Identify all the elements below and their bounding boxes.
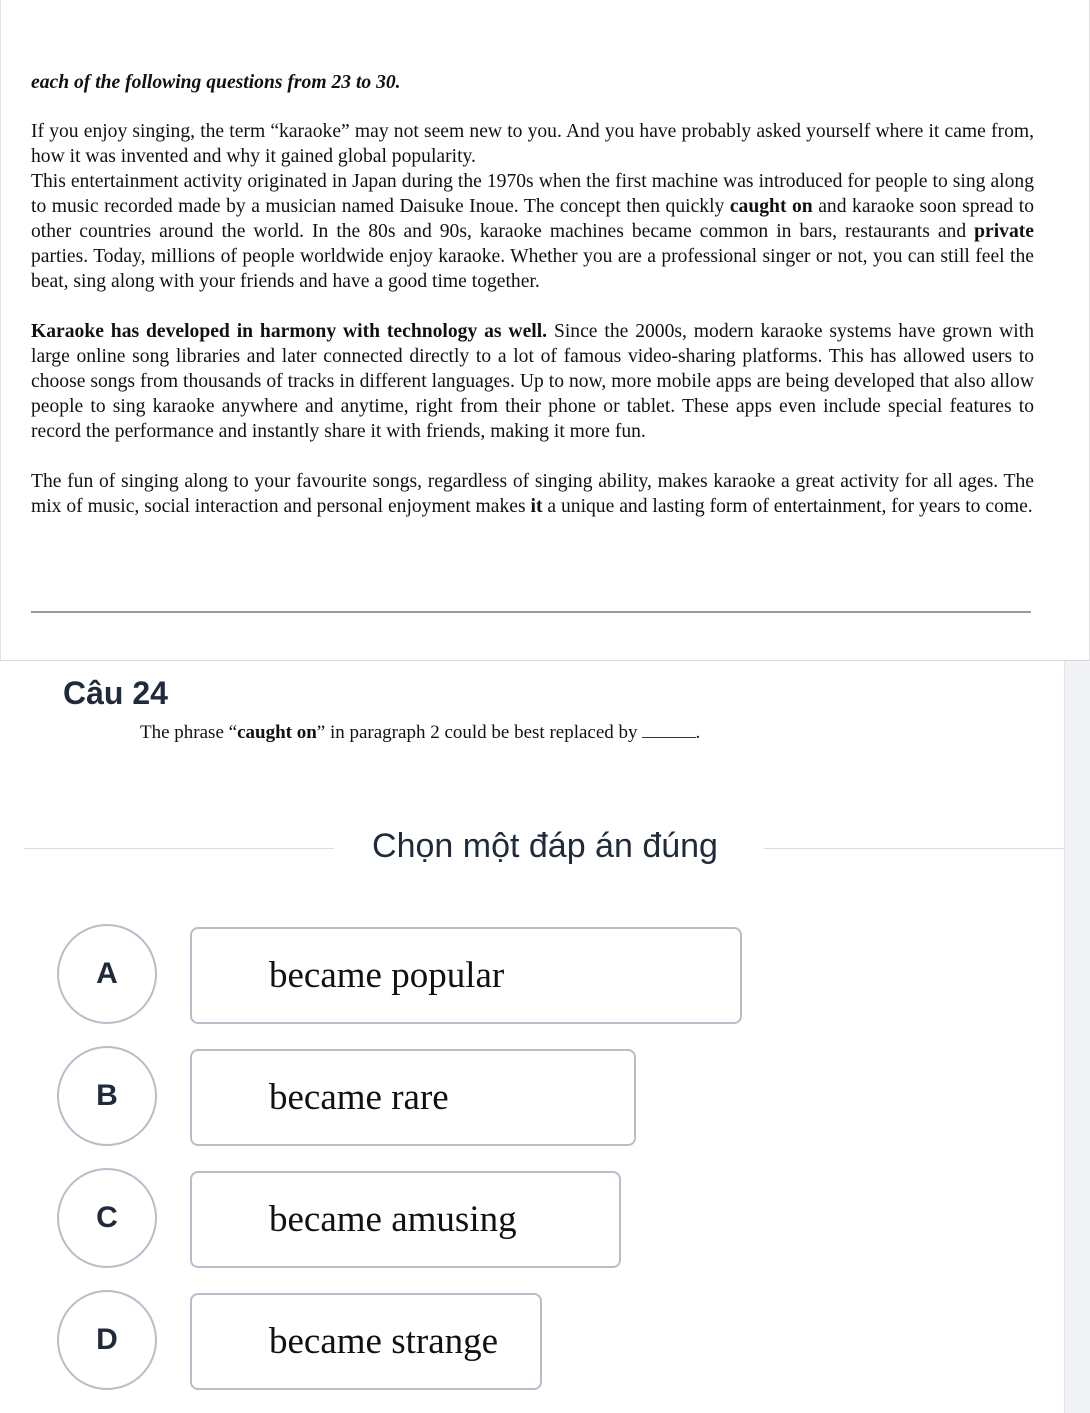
option-b-answer[interactable]: became rare xyxy=(190,1049,636,1146)
question-text-end: . xyxy=(695,722,701,743)
question-text-before: The phrase “ xyxy=(140,722,238,743)
answer-blank xyxy=(642,724,696,738)
question-number: Câu 24 xyxy=(63,675,168,711)
passage-paragraph-1 xyxy=(31,119,1034,294)
passage-paragraph-3 xyxy=(31,469,1034,519)
choose-answer-label: Chọn một đáp án đúng xyxy=(372,827,718,865)
choose-answer-header xyxy=(0,821,1064,871)
reading-passage-panel xyxy=(0,0,1090,660)
question-card xyxy=(0,660,1090,1413)
bold-phrase: Karaoke has developed in harmony with technology as well. xyxy=(31,321,548,342)
option-a-letter[interactable]: A xyxy=(57,924,157,1024)
text-segment: If you enjoy singing, the term “karaoke” may not seem new to you. And you have probably asked yourself where it came from, how it was invented and why it gained global popularity. xyxy=(31,121,1034,167)
text-segment: and karaoke soon spread to other countries around the world. In the 80s and 90s, karaoke machines became common in bars, restaurants and xyxy=(31,196,1034,242)
text-segment: The fun of singing along to your favourite songs, regardless of singing ability, makes karaoke a great activity for all ages. The mix of music, social interaction and personal enjoyment makes xyxy=(31,471,1034,517)
bold-phrase: private xyxy=(974,221,1034,242)
option-c-answer[interactable]: became amusing xyxy=(190,1171,621,1268)
bold-phrase: it xyxy=(530,496,543,517)
option-d-letter[interactable]: D xyxy=(57,1290,157,1390)
reading-passage xyxy=(31,70,1034,519)
passage-instruction: each of the following questions from 23 to 30. xyxy=(31,72,401,93)
bold-phrase: caught on xyxy=(729,196,813,217)
option-c[interactable] xyxy=(57,1168,622,1268)
option-d[interactable] xyxy=(57,1290,543,1390)
option-c-letter[interactable]: C xyxy=(57,1168,157,1268)
option-d-answer[interactable]: became strange xyxy=(190,1293,542,1390)
question-text-after: ” in paragraph 2 could be best replaced by xyxy=(316,722,638,743)
text-segment: a unique and lasting form of entertainment, for years to come. xyxy=(542,496,1033,517)
option-a[interactable] xyxy=(57,924,743,1024)
passage-paragraph-2 xyxy=(31,319,1034,444)
option-b-letter[interactable]: B xyxy=(57,1046,157,1146)
passage-divider xyxy=(31,611,1031,613)
text-segment: parties. Today, millions of people worldwide enjoy karaoke. Whether you are a professional singer or not, you can still feel the beat, sing along with your friends and have a good time together. xyxy=(31,246,1034,292)
option-b[interactable] xyxy=(57,1046,637,1146)
option-a-answer[interactable]: became popular xyxy=(190,927,742,1024)
text-segment: This entertainment activity originated in Japan during the 1970s when the first machine was introduced for people to sing along to music recorded made by a musician named Daisuke Inoue. The concept then quickly xyxy=(31,171,1034,217)
right-scrollbar-track[interactable] xyxy=(1064,661,1090,1413)
header-divider-right xyxy=(764,848,1064,849)
text-segment: Since the 2000s, modern karaoke systems have grown with large online song libraries and later connected directly to a lot of famous video-sharing platforms. This has allowed users to choose songs from thousands of tracks in different languages. Up to now, more mobile apps are being developed that also allow people to sing karaoke anywhere and anytime, right from their phone or tablet. These apps even include special features to record the performance and instantly share it with friends, making it more fun. xyxy=(31,321,1034,442)
question-highlight-phrase: caught on xyxy=(237,722,317,743)
question-text xyxy=(140,722,700,744)
